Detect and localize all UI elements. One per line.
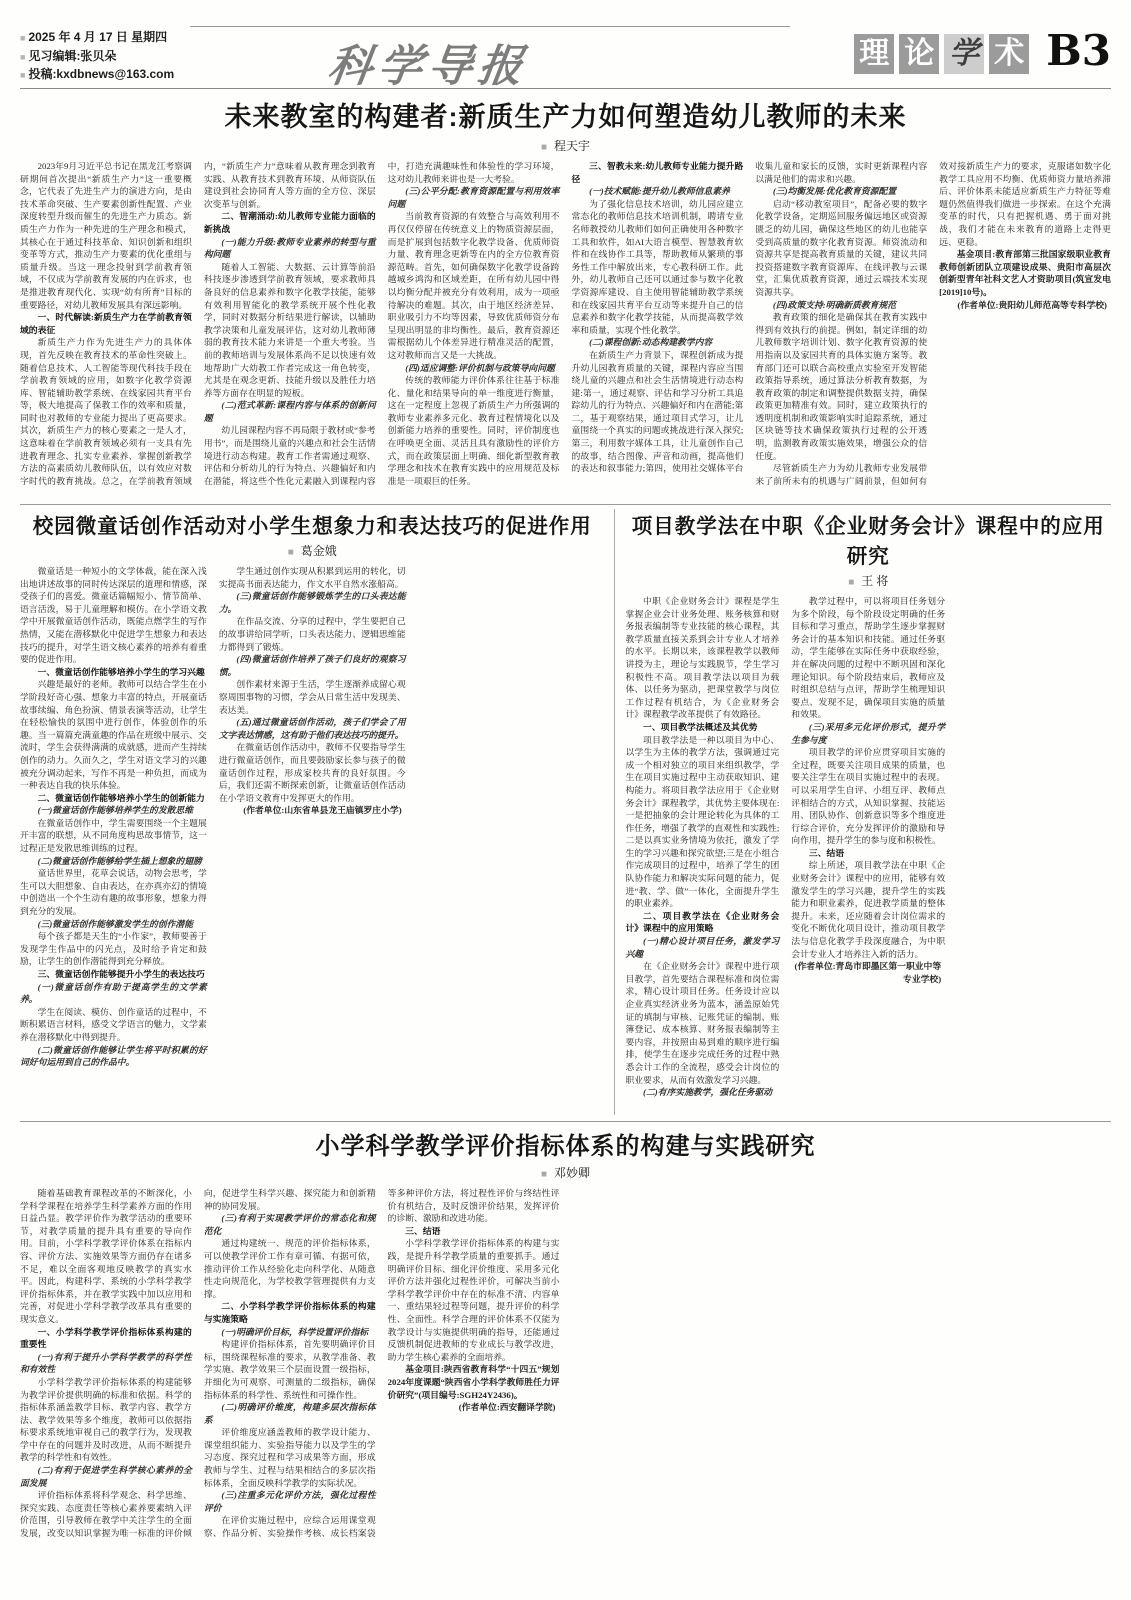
sub-heading: (二)有利于促进学生科学核心素养的全面发展 (20, 1465, 192, 1488)
sub-heading: (一)技术赋能:提升幼儿教师信息素养 (589, 186, 730, 197)
fund-note: 基金项目:教育部第三批国家级职业教育教师创新团队立项建设成果、贵阳市高层次创新型青年社科文艺人才资助项目(筑宣发电[2019]10号)。 (939, 249, 1111, 297)
publication-info (20, 14, 280, 84)
sub-heading: (二)微童话创作能够给学生插上想象的翅膀 (37, 855, 202, 866)
page-number: B3 (1046, 26, 1111, 75)
paragraph: 新质生产力作为先进生产力的具体体现，首先反映在教育技术的革命性突破上。随着信息技术、人工智能等现代科技手段在学前教育领域的应用，如数字化教学资源库、智能辅助教学系统、在线家园共育平台等，极大地提高了保教工作的效率和质量，同时也对教师的专业能力提出了更高要求。其次，新质生产力的核心要素之一是人才，这意味着在学前教育领域必须有一支具有先进教育理念、扎实专业素养、掌握创新教学方法的高素质幼儿教师队伍，以有效应对数字时代的教育挑战。总之，在学前教育领域内，“新质生产力”意味着从教育理念到教育实践、从教育技术到教育环境、从师资队伍建设到社会协同育人等方面的全方位、深层次变革与创新。 (20, 161, 376, 486)
article-project-teaching (614, 509, 1111, 1115)
article-science-evaluation (20, 1126, 1111, 1543)
paragraph: 在《企业财务会计》课程中进行项目教学，首先要结合课程标准和岗位需求，精心设计项目任务。任务设计应以企业真实经济业务为蓝本，涵盖原始凭证的填制与审核、记账凭证的编制、账簿登记、成本核算、财务报表编制等主要内容，并按照由易到难的顺序进行编排，使学生在逐步完成任务的过程中熟悉会计工作的全流程，感受会计岗位的职业要求，从而有效激发学习兴趣。 (625, 961, 780, 1085)
bullet-square-icon: ■ (20, 70, 26, 81)
paragraph: 当前教育资源的有效整合与高效利用不再仅仅停留在传统意义上的物质资源层面，而是扩展到包括数字化教学设备、优质师资力量、教育理念更新等在内的全方位教育资源范畴。首先，如何确保数字化教学设备跨越城乡鸿沟和区域差距，在所有幼儿园中得以均衡分配并被充分有效利用，成为一项亟待解决的难题。其次，由于地区经济差异、职业吸引力不均等因素，导致优质师资分布呈现出明显的非均衡性。最后，教育资源还需根据幼儿个体差异进行精准灵活的配置，这对教师而言又是一大挑战。 (387, 211, 560, 360)
sub-heading: (一)明确评价目标，科学设置评价指标 (221, 1326, 369, 1337)
author-unit: (作者单位:山东省单县龙王庙镇罗庄小学) (243, 805, 402, 816)
article-title: 未来教室的构建者:新质生产力如何塑造幼儿教师的未来 (224, 102, 907, 132)
sub-heading: (二)明确评价维度，构建多层次指标体系 (203, 1402, 376, 1425)
section-char: 术 (989, 34, 1029, 74)
sub-heading: (三)均衡发展:优化教育资源配置 (772, 186, 897, 197)
paragraph: 评价指标体系将科学观念、科学思维、探究实践、态度责任等核心素养要素纳入评价范围，引导教师在教学中关注学生的全面发展，改变以知识掌握为唯一标准的评价倾向，促进学生科学兴趣、探究能力和创新精神的协同发展。 (20, 1188, 376, 1539)
sub-heading: (四)适应调整:评价机制与政策导向问题 (405, 362, 555, 373)
author-name: 程天宇 (554, 139, 591, 153)
sub-heading: (三)采用多元化评价形式，提升学生参与度 (791, 721, 946, 745)
byline-square-icon: ■ (540, 142, 548, 153)
section-heading: 二、微童话创作能够培养小学生的创新能力 (37, 792, 205, 803)
section-heading: 三、微童话创作能够提升小学生的表达技巧 (37, 969, 205, 979)
section-char-calligraphy: 学 (944, 34, 984, 74)
sub-heading: (四)政策支持:明确新质教育规范 (772, 299, 897, 310)
paragraph: 综上所述，项目教学法在中职《企业财务会计》课程中的应用，能够有效激发学生的学习兴趣，提升学生的实践能力和职业素养，促进教学质量的整体提升。未来，还应随着会计岗位需求的变化不断优化项目设计，推动项目教学法与信息化教学手段深度融合，为中职会计专业人才培养注入新的活力。 (791, 860, 946, 959)
paragraph: 在微童话创作中，学生需要围绕一个主题展开丰富的联想，从不同角度构思故事情节，这一过程正是发散思维训练的过程。 (20, 817, 207, 854)
sub-heading: (二)课程创新:动态构建教学内容 (589, 337, 713, 348)
author-unit: (作者单位:青岛市即墨区第一职业中等专业学校) (794, 961, 942, 984)
sub-heading: (二)微童话创作能够让学生将平时积累的好词好句运用到自己的作品中。 (20, 1044, 207, 1068)
paragraph: 项目教学法是一种以项目为中心、以学生为主体的教学方法，强调通过完成一个相对独立的项目来组织教学，学生在项目实施过程中主动获取知识、建构能力。将项目教学法应用于《企业财务会计》课程教学，其优势主要体现在:一是把抽象的会计理论转化为具体的工作任务，增强了教学的直观性和实践性;二是以真实业务情境为依托，激发了学生的学习兴趣和探究欲望;三是在小组合作完成项目的过程中，培养了学生的团队协作能力和解决实际问题的能力，促进“教、学、做”一体化，全面提升学生的职业素养。 (625, 734, 780, 909)
paragraph: 教育政策的细化是确保其在教育实践中得到有效执行的前提。例如，制定详细的幼儿教师数字培训计划、数字化教育资源的使用指南以及家园共育的具体实施方案等。教育部门还可以联合高校重点实验室开发智能政策指导系统，通过算法分析教育数据，为教育政策的制定和调整提供数据支持，确保政策更加精准有效。同时，建立政策执行的透明度机制和政策影响实时追踪系统，通过区块链等技术确保政策执行过程的公开透明，监测教育政策实施效果，增强公众的信任度。 (755, 312, 928, 461)
sub-heading: (三)有利于实现教学评价的常态化和规范化 (203, 1213, 376, 1236)
masthead-title: 科学导报 (324, 41, 532, 92)
section-heading: 二、智潮涌动:幼儿教师专业能力面临的新挑战 (203, 211, 376, 234)
article-byline (20, 542, 604, 559)
article-future-classroom (20, 95, 1111, 498)
author-unit: (作者单位:西安翻译学院) (458, 1402, 556, 1413)
article-body (20, 565, 604, 1085)
article-body (20, 160, 1111, 498)
sub-heading: (一)有利于提升小学科学教学的科学性和有效性 (20, 1351, 192, 1375)
paragraph: 教学过程中，可以将项目任务划分为多个阶段，每个阶段设定明确的任务目标和学习重点，帮助学生逐步掌握财务会计的基本知识和技能。通过任务驱动，学生能够在实际任务中获取经验，并在解决问题的过程中不断巩固和深化理论知识。每个阶段结束后，教师应及时组织总结与点评，帮助学生梳理知识要点、发现不足，确保项目实施的质量和效果。 (791, 596, 946, 720)
paragraph: 传统的教师能力评价体系往往基于标准化、量化和结果导向的单一维度进行衡量，这在一定程度上忽视了新质生产力所强调的教师专业素养多元化、教育过程情境化以及创新能力培养的重要性。同时，评价制度也在呼唤更全面、灵活且具有激励性的评价方式，而在政策层面上明确、细化新型教育教学理念和技术在教育实践中的应用规范及标准是一项艰巨的任务。 (387, 375, 560, 486)
section-heading: 二、项目教学法在《企业财务会计》课程中的应用策略 (625, 910, 780, 934)
horizontal-rule (20, 504, 1111, 505)
paragraph: 中职《企业财务会计》课程是学生掌握企业会计业务处理、账务核算和财务报表编制等专业技能的核心课程，其教学质量直接关系到会计专业人才培养的水平。长期以来，该课程教学以教师讲授为主，理论与实践脱节，学生学习积极性不高。项目教学法以项目为载体、以任务为驱动，把课堂教学与岗位工作过程有机结合，为《企业财务会计》课程教学改革提供了有效路径。 (625, 596, 780, 720)
paragraph: 微童话是一种短小的文学体裁，能在深入浅出地讲述故事的同时传达深层的道理和情感，深受孩子们的喜爱。微童话篇幅短小、情节简单、语言活泼，易于儿童理解和模仿。在小学语文教学中开展微童话创作活动，既能点燃学生的写作热情，又能在潜移默化中促进学生想象力和表达技巧的提升，对学生语文核心素养的培养有着重要的促进作用。 (20, 566, 207, 665)
paragraph: 构建评价指标体系，首先要明确评价目标，围绕课程标准的要求，从教学准备、教学实施、教学效果三个层面设置一级指标，并细化为可观察、可测量的二级指标，确保指标体系的科学性、系统性和可操作性。 (203, 1339, 376, 1400)
sub-heading: (三)注重多元化评价方法，强化过程性评价 (203, 1490, 376, 1513)
section-heading: 一、微童话创作能够培养小学生的学习兴趣 (37, 666, 205, 677)
author-name: 邓妙卿 (554, 1166, 591, 1180)
article-title: 项目教学法在中职《企业财务会计》课程中的应用研究 (631, 515, 1105, 568)
paragraph: 尽管新质生产力为幼儿教师专业发展带来了前所未有的机遇与广阔前景，但如何有效对接新质生产力的要求，克服诸如数字化教学工具应用不均衡、优质师资力量培养滞后、评价体系未能适应新质生产力特征等难题仍然值得我们做进一步探索。在这个充满变革的时代，只有把握机遇、勇于面对挑战，我们才能在未来教育的道路上走得更远、更稳。 (755, 161, 1111, 486)
sub-heading: (三)公平分配:教育资源配置与利用效率问题 (387, 186, 560, 209)
section-char: 理 (854, 34, 894, 74)
author-name: 王 将 (861, 574, 889, 588)
paragraph: 每个孩子都是天生的“小作家”，教师要善于发现学生作品中的闪光点，及时给予肯定和鼓励，让学生的创作潜能得到充分释放。 (20, 931, 207, 967)
middle-band (20, 509, 1111, 1115)
section-heading: 二、小学科学教学评价指标体系的构建与实施策略 (203, 1301, 376, 1324)
paragraph: 在新质生产力背景下，课程创新成为提升幼儿园教育质量的关键，课程内容应当围绕儿童的兴趣点和社会生活情境进行动态构建:第一，通过观察、评估和学习分析工具追踪幼儿的行为特点、兴趣偏好和内在潜能;第二，基于观察结果，通过项目式学习，让儿童围绕一个真实的问题或挑战进行深入探究;第三，利用数字媒体工具，让儿童创作自己的故事，结合图像、声音和动画，提高他们的表达和叙事能力;第四，使用社交媒体平台收集儿童和家长的反馈，实时更新课程内容以满足他们的需求和兴趣。 (571, 161, 928, 474)
section-heading: 三、智教未来:幼儿教师专业能力提升路径 (571, 161, 744, 184)
paragraph: 随着基础教育课程改革的不断深化，小学科学课程在培养学生科学素养方面的作用日益凸显。教学评价作为教学活动的重要环节，对教学质量的提升具有重要的导向作用。目前，小学科学教学评价体系在指标内容、评价方法、实施效果等方面仍存在诸多不足，难以全面客观地反映教学的真实水平。因此，构建科学、系统的小学科学教学评价指标体系，并在教学实践中加以应用和完善，对促进小学科学教学改革具有重要的现实意义。 (20, 1188, 192, 1324)
paragraph: 项目教学的评价应贯穿项目实施的全过程，既要关注项目成果的质量，也要关注学生在项目实施过程中的表现。可以采用学生自评、小组互评、教师点评相结合的方式，从知识掌握、技能运用、团队协作、创新意识等多个维度进行综合评价，充分发挥评价的激励和导向作用，提升学生的参与度和积极性。 (791, 747, 946, 846)
editor-line: ■ 见习编辑:张贝朵 (20, 48, 117, 63)
paragraph: 小学科学教学评价指标体系的构建能够为教学评价提供明确的标准和依据。科学的指标体系涵盖教学目标、教学内容、教学方法、教学效果等多个维度，教师可以依据指标要求系统地审视自己的教学行为，发现教学中存在的问题并及时改进，从而不断提升教学的科学性和有效性。 (20, 1376, 192, 1463)
byline-square-icon: ■ (287, 547, 294, 558)
paragraph: 启动“移动教室项目”，配备必要的数字化教学设备，定期巡回服务偏远地区或资源匮乏的幼儿园，确保这些地区的幼儿也能享受到高质量的数字化教育资源。师资流动和资源共享是提高教育质量的关键，建议共同投资搭建数字教育资源库、在线评教与云课堂，汇集优质教育资源，通过云端技术实现资源共享。 (755, 198, 928, 297)
article-title: 校园微童话创作活动对小学生想象力和表达技巧的促进作用 (32, 515, 592, 538)
fund-note: 基金项目:陕西省教育科学“十四五”规划2024年度课题“陕西省小学科学教师胜任力评价研究”(项目编号:SGH24Y2436)。 (387, 1364, 560, 1400)
author-unit: (作者单位:贵阳幼儿师范高等专科学校) (957, 299, 1107, 310)
paragraph: 小学科学教学评价指标体系的构建与实践，是提升科学教学质量的重要抓手。通过明确评价目标、细化评价维度、采用多元化评价方法并强化过程性评价，可解决当前小学科学教学评价中存在的标准不清、内容单一、重结果轻过程等问题，提升评价的科学性、全面性。科学合理的评价体系不仅能为教学设计与实施提供明确的指导，还能通过反馈机制促进教师的专业成长与教学改进，助力学生核心素养的全面培养。 (387, 1238, 560, 1362)
paragraph: 在作品交流、分享的过程中，学生要把自己的故事讲给同学听，口头表达能力、逻辑思维能力都得到了锻炼。 (218, 616, 406, 652)
byline-square-icon: ■ (848, 577, 855, 588)
paragraph: 为了强化信息技术培训，幼儿园应建立常态化的教师信息技术培训机制，聘请专业名师教授幼儿教师们如何正确使用各种数字工具和软件，如AI大语言模型、智慧教育软件和在线协作工具等，帮助教师从繁琐的事务性工作中解放出来，专心教科研工作。此外，幼儿教师自己还可以通过参与数字化教学资源库建设、自主使用智能辅助教学系统和在线家园共育平台互动等来提升自己的信息素养和数字化教学技能，从而提高教学效率和质量，实现个性化教学。 (571, 198, 744, 335)
section-heading: 三、结语 (808, 847, 845, 858)
article-byline (20, 137, 1111, 154)
bullet-square-icon: ■ (20, 51, 26, 62)
paragraph: 童话世界里，花草会说话，动物会思考，学生可以大胆想象、自由表达，在亦真亦幻的情境中创造出一个个生动有趣的故事形象，想象力得到充分的发展。 (20, 868, 207, 917)
paragraph: 在微童话创作活动中，教师不仅要指导学生进行微童话创作，而且要鼓励家长参与孩子的微童话创作过程，形成家校共育的良好氛围。今后，我们还需不断探索创新，让微童话创作活动在小学语文教育中发挥更大的作用。 (218, 742, 406, 803)
sub-heading: (一)微童话创作能够培养学生的发散思维 (37, 805, 194, 816)
sub-heading: (二)有序实施教学，强化任务驱动 (643, 1087, 773, 1098)
paragraph: 创作素材来源于生活，学生逐渐养成留心观察周围事物的习惯，学会从日常生活中发现美、表达美。 (218, 679, 406, 715)
article-byline (20, 1164, 1111, 1181)
byline-square-icon: ■ (540, 1169, 548, 1180)
sub-heading: (一)微童话创作有助于提高学生的文学素养。 (20, 981, 207, 1005)
sub-heading: (一)能力升级:教师专业素养的转型与重构问题 (203, 236, 376, 260)
paragraph: 随着人工智能、大数据、云计算等前沿科技逐步渗透到学前教育领域，要求教师具备良好的信息素养和数字化教学技能，能够有效利用智能化的教学系统开展个性化教学，同时对数据分析结果进行解读，以辅助教学决策和儿童发展评估，这对幼儿教师薄弱的教育技术能力来讲是一个重大考验。当前的教师培训与发展体系尚不足以快速有效地帮助广大幼教工作者完成这一角色转变，尤其是在观念更新、技能升级以及胜任力培养等方面存在明显的短板。 (203, 261, 376, 398)
sub-heading: (五)通过微童话创作活动，孩子们学会了用文字表达情感，这有助于他们表达技巧的提升。 (218, 717, 406, 740)
page-header (20, 14, 1111, 92)
paragraph: 幼儿园课程内容不再局限于教材或“参考用书”，而是围绕儿童的兴趣点和社会生活情境进行动态构建。教育工作者需通过观察、评估和分析幼儿的行为特点、兴趣偏好和内在潜能，将这些个性化元素融入到课程内容中，打造充满趣味性和体验性的学习环境，这对幼儿教师来讲也是一大考验。 (203, 161, 560, 486)
article-body (625, 595, 1111, 1115)
paragraph: 学生在阅读、模仿、创作童话的过程中，不断积累语言材料，感受文学语言的魅力，文学素养在潜移默化中得到提升。 (20, 1006, 207, 1042)
author-name: 葛金娥 (300, 544, 337, 558)
section-heading: 一、项目教学法概述及其优势 (643, 721, 758, 732)
article-micro-fairytale (20, 509, 614, 1115)
section-heading: 一、时代解读:新质生产力在学前教育领域的表征 (20, 312, 192, 335)
date-line: ■ 2025 年 4 月 17 日 星期四 (20, 30, 168, 44)
sub-heading: (四)微童话创作培养了孩子们良好的观察习惯。 (218, 654, 406, 677)
paragraph: 通过构建统一、规范的评价指标体系，可以使教学评价工作有章可循、有据可依，推动评价工作从经验化走向科学化、从随意性走向规范化，为学校教学管理提供有力支撑。 (203, 1238, 376, 1299)
paragraph: 兴趣是最好的老师。教师可以结合学生在小学阶段好奇心强、想象力丰富的特点，开展童话故事续编、角色扮演、情景表演等活动，让学生在轻松愉快的氛围中进行创作，体验创作的乐趣。当一篇篇充满童趣的作品在班级中展示、交流时，学生会获得满满的成就感，进而产生持续创作的动力。久而久之，学生对语文学习的兴趣被充分调动起来，写作不再是一种负担，而成为一种表达自我的快乐体验。 (20, 679, 207, 791)
section-char: 论 (899, 34, 939, 74)
section-badge (854, 14, 1034, 74)
horizontal-rule (20, 1121, 1111, 1122)
article-body (20, 1187, 1111, 1543)
sub-heading: (三)微童话创作能够激发学生的创作潜能 (37, 918, 194, 929)
sub-heading: (三)微童话创作能够锻炼学生的口头表达能力。 (218, 591, 406, 614)
article-byline (625, 572, 1111, 589)
section-heading: 三、结语 (405, 1225, 441, 1236)
paragraph: 2023年9月习近平总书记在黑龙江考察调研期间首次提出“新质生产力”这一重要概念，它代表了先进生产力的演进方向，是由技术革命突破、生产要素创新性配置、产业深度转型升级而催生的先进生产力质态。新质生产力作为一种先进的生产理念和模式，其核心在于通过科技革命、知识创新和组织变革等方式，推动生产力要素的优化重组与质量升级。当这一理念投射到学前教育领域，不仅成为学前教育发展的内在诉求，也是推进教育现代化、实现“幼有所育”目标的重要路径，对幼儿教师发展具有深远影响。 (20, 161, 192, 310)
sub-heading: (二)范式革新:课程内容与体系的创新问题 (203, 400, 376, 423)
article-title: 小学科学教学评价指标体系的构建与实践研究 (315, 1133, 816, 1160)
submission-email-line: ■ 投稿:kxdbnews@163.com (20, 67, 175, 82)
sub-heading: (一)精心设计项目任务，激发学习兴趣 (625, 936, 780, 959)
paragraph: 评价维度应涵盖教师的教学设计能力、课堂组织能力、实验指导能力以及学生的学习态度、探究过程和学习成果等方面，形成教师与学生、过程与结果相结合的多层次指标体系，全面反映科学教学的实际状况。 (203, 1427, 376, 1488)
bullet-square-icon: ■ (20, 33, 26, 43)
paragraph: 学生通过创作实现从积累到运用的转化，切实提高书面表达能力，作文水平自然水涨船高。 (218, 566, 406, 589)
paragraph: 在评价实施过程中，应综合运用课堂观察、作品分析、实验操作考核、成长档案袋等多种评价方法，将过程性评价与终结性评价有机结合，及时反馈评价结果，发挥评价的诊断、激励和改进功能。 (203, 1188, 560, 1539)
section-heading: 一、小学科学教学评价指标体系构建的重要性 (20, 1326, 192, 1350)
